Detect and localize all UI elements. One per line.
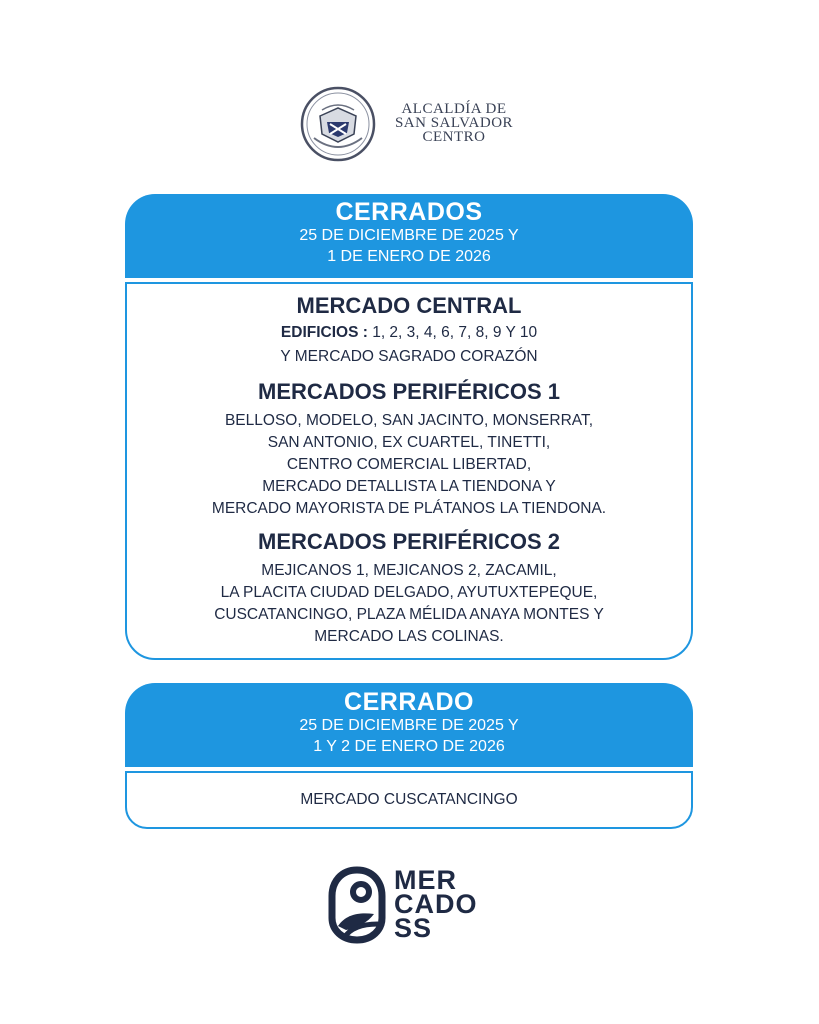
closed-market-body [125,771,693,829]
mercado-central-buildings [127,322,691,344]
buildings-list: 1, 2, 3, 4, 6, 7, 8, 9 Y 10 [367,324,538,341]
closed-market-name: MERCADO CUSCATANCINGO [300,791,518,808]
closed-markets-header [125,194,693,278]
closed-date-line-1: 25 DE DICIEMBRE DE 2025 Y [299,227,519,244]
perifericos-2-line: CUSCATANCINGO, PLAZA MÉLIDA ANAYA MONTES Y [214,606,604,623]
perifericos-1-line: MERCADO MAYORISTA DE PLÁTANOS LA TIENDONA. [211,500,607,517]
perifericos-1-line: SAN ANTONIO, EX CUARTEL, TINETTI, [267,434,551,451]
alcaldia-line-1: ALCALDÍA DE [401,101,507,117]
perifericos-1-line: BELLOSO, MODELO, SAN JACINTO, MONSERRAT, [224,412,594,429]
section-title-perifericos-1: MERCADOS PERIFÉRICOS 1 [258,379,560,404]
alcaldia-wordmark [384,102,524,144]
mercados-logo [328,866,498,946]
closed-market-title: CERRADO [344,688,474,716]
perifericos-1-line: MERCADO DETALLISTA LA TIENDONA Y [262,478,556,495]
mercados-wordmark [394,865,478,943]
section-title-mercado-central: MERCADO CENTRAL [296,293,522,318]
closed-market-header [125,683,693,767]
perifericos-1-line: CENTRO COMERCIAL LIBERTAD, [286,456,532,473]
mercados-line-1: MER [394,865,457,895]
alcaldia-logo [300,86,540,162]
mercados-line-2: CADO [394,889,478,919]
perifericos-2-line: LA PLACITA CIUDAD DELGADO, AYUTUXTEPEQUE, [220,584,598,601]
alcaldia-line-3: CENTRO [422,129,486,145]
buildings-label: EDIFICIOS : [280,324,368,341]
mercado-central-line: Y MERCADO SAGRADO CORAZÓN [280,348,538,365]
perifericos-2-line: MEJICANOS 1, MEJICANOS 2, ZACAMIL, [261,562,557,579]
closed-market-card [125,683,693,829]
closed-markets-card [125,194,693,660]
closed-date-line-2: 1 DE ENERO DE 2026 [327,248,491,265]
closed-markets-body [125,282,693,660]
alcaldia-seal-icon [300,86,376,162]
mercados-leaf-icon [328,866,386,946]
mercados-line-3: SS [394,913,433,943]
closed-market-date-line-1: 25 DE DICIEMBRE DE 2025 Y [299,717,519,734]
closed-title: CERRADOS [335,198,483,226]
closed-market-date-line-2: 1 Y 2 DE ENERO DE 2026 [313,738,505,755]
section-title-perifericos-2: MERCADOS PERIFÉRICOS 2 [258,529,560,554]
perifericos-2-line: MERCADO LAS COLINAS. [314,628,504,645]
alcaldia-line-2: SAN SALVADOR [394,115,514,131]
